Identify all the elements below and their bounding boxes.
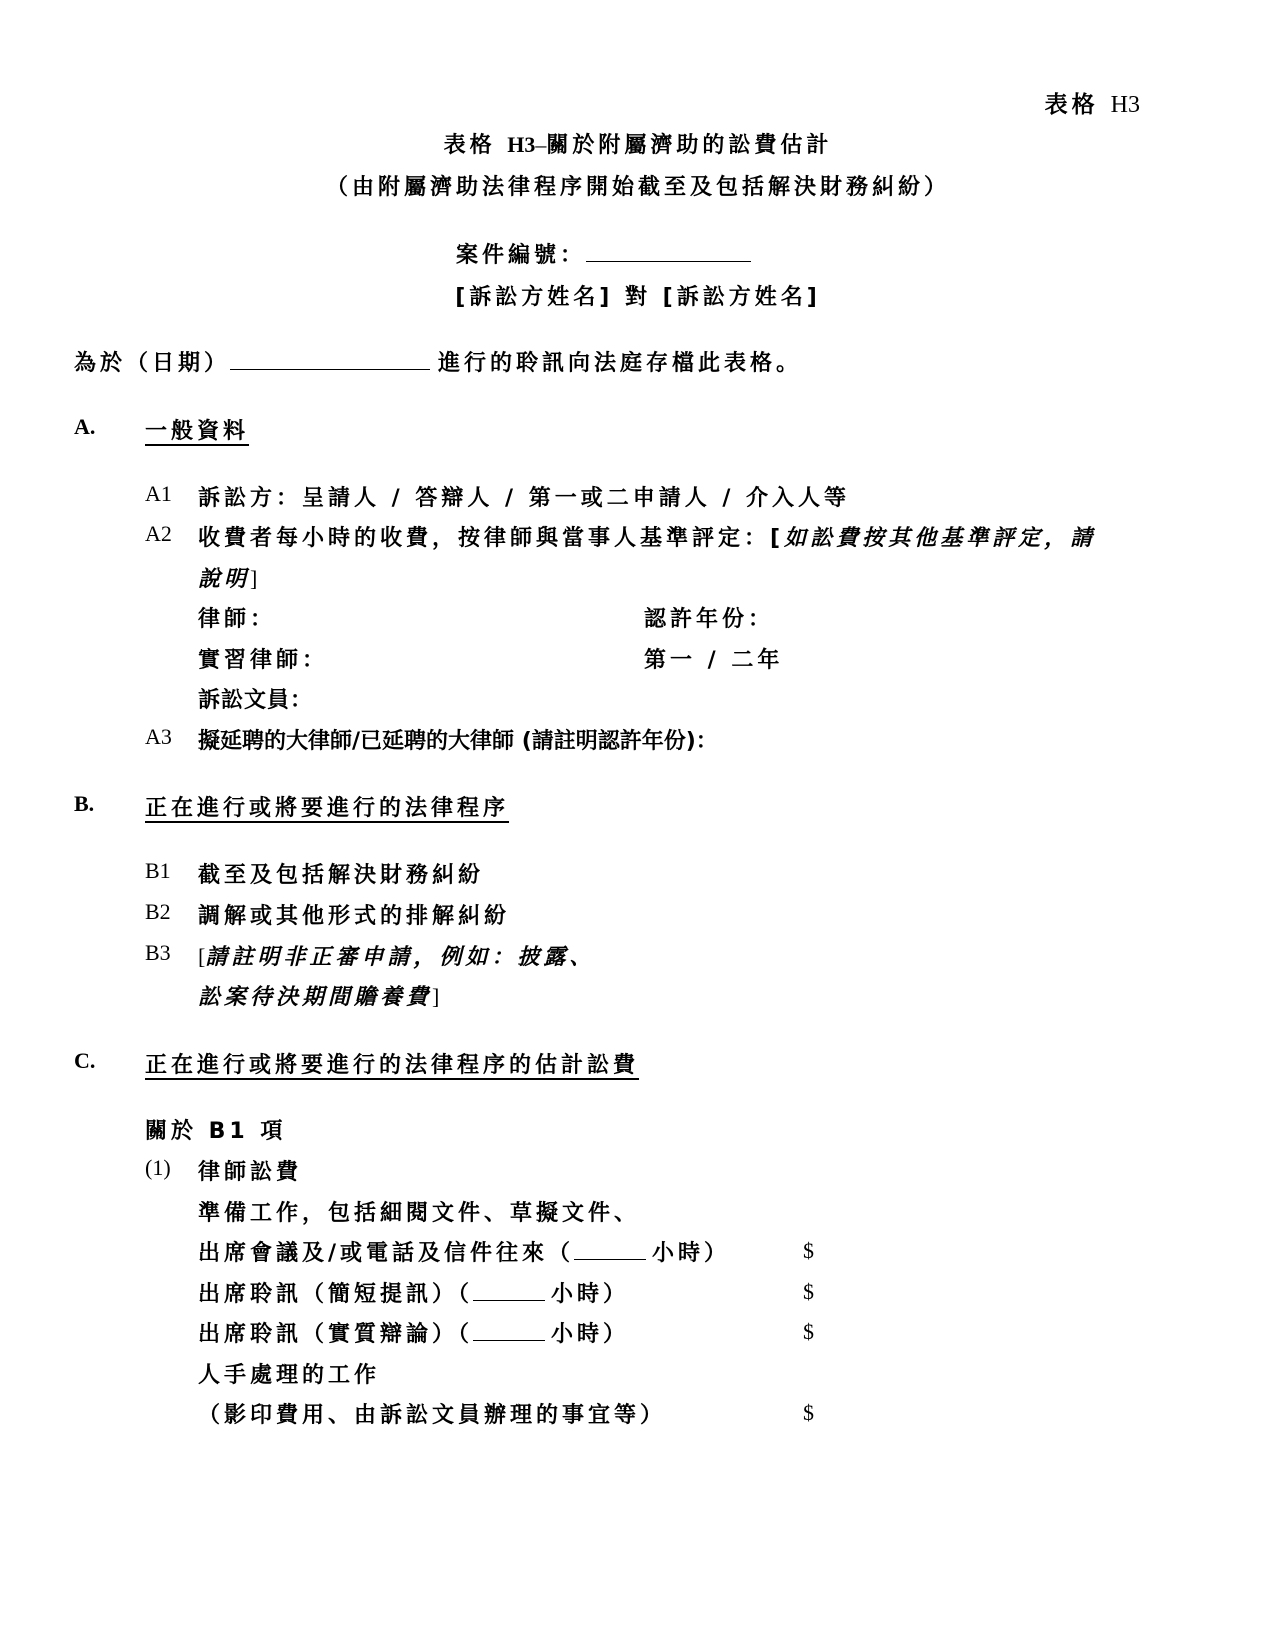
b3-number: B3 <box>145 940 171 965</box>
filing-after: 進行的聆訊向法庭存檔此表格。 <box>438 351 803 376</box>
a2-close: ] <box>250 566 258 591</box>
prep-line-1: 準備工作，包括細閱文件、草擬文件、 <box>198 1201 641 1226</box>
form-reference-label: 表格 <box>1044 92 1099 118</box>
a2-number: A2 <box>145 521 172 546</box>
trainee-label: 實習律師： <box>198 648 329 673</box>
b3-text <box>198 940 595 971</box>
title-code: H3 <box>507 132 536 157</box>
item1-title: 律師訟費 <box>198 1160 303 1185</box>
title-prefix: 表格 <box>443 133 496 158</box>
a3-text: 擬延聘的大律師/已延聘的大律師 (請註明認許年份)： <box>198 729 718 754</box>
section-b-heading: 正在進行或將要進行的法律程序 <box>145 796 510 821</box>
filing-before: 為於（日期） <box>74 351 231 376</box>
case-parties <box>0 280 1276 311</box>
hearing-brief-a: 出席聆訊（簡短提訊）（ <box>198 1282 474 1307</box>
b2-number: B2 <box>145 899 171 924</box>
b1-text: 截至及包括解決財務糾紛 <box>198 863 485 888</box>
versus-label: 對 <box>624 285 651 310</box>
hearing-substantive-b: 小時） <box>551 1322 630 1347</box>
manual-work-1: 人手處理的工作 <box>198 1363 381 1388</box>
about-b1: 關於 B1 項 <box>145 1119 287 1144</box>
hearing-brief-amount: $ <box>803 1279 814 1304</box>
section-a-letter: A. <box>74 414 96 439</box>
solicitor-label: 律師： <box>198 607 277 632</box>
b3-italic2: 訟案待決期間贍養費 <box>198 985 433 1010</box>
b3-italic1: 請註明非正審申請，例如：披露、 <box>205 945 596 970</box>
title-main: 關於附屬濟助的訟費估計 <box>546 133 833 158</box>
prep-line-2-a: 出席會議及/或電話及信件往來（ <box>198 1241 575 1266</box>
section-c-heading: 正在進行或將要進行的法律程序的估計訟費 <box>145 1053 640 1078</box>
case-number-label: 案件編號： <box>456 243 587 268</box>
prep-amount: $ <box>803 1238 814 1263</box>
form-reference-code: H3 <box>1110 92 1140 118</box>
filing-statement <box>74 346 802 377</box>
a1-text: 訴訟方：呈請人 / 答辯人 / 第一或二申請人 / 介入人等 <box>198 486 851 511</box>
hearing-brief <box>198 1277 629 1308</box>
hearing-substantive-hours-blank[interactable] <box>473 1339 545 1341</box>
hearing-brief-b: 小時） <box>551 1282 630 1307</box>
a2-text <box>198 521 1096 552</box>
b3-text-cont <box>198 980 439 1011</box>
item1-number: (1) <box>145 1155 171 1180</box>
page-title <box>0 128 1276 159</box>
hearing-brief-hours-blank[interactable] <box>473 1299 545 1301</box>
manual-work-2: （影印費用、由訴訟文員辦理的事宜等） <box>198 1403 667 1428</box>
trainee-year-label: 第一 / 二年 <box>644 648 784 673</box>
a2-text-main: 收費者每小時的收費，按律師與當事人基準評定：[ <box>198 526 785 551</box>
section-a-heading: 一般資料 <box>145 419 250 444</box>
manual-work-amount: $ <box>803 1400 814 1425</box>
hearing-substantive <box>198 1317 629 1348</box>
prep-line-2 <box>198 1236 730 1267</box>
section-c-letter: C. <box>74 1048 96 1073</box>
hearing-substantive-a: 出席聆訊（實質辯論）（ <box>198 1322 474 1347</box>
case-number-blank[interactable] <box>586 260 751 262</box>
b3-close: ] <box>432 984 440 1009</box>
title-dash: – <box>535 132 547 157</box>
prep-hours-blank[interactable] <box>574 1258 646 1260</box>
a1-number: A1 <box>145 481 172 506</box>
a2-text-italic: 如訟費按其他基準評定，請 <box>784 526 1097 551</box>
b3-open: [ <box>198 944 206 969</box>
a3-number: A3 <box>145 724 172 749</box>
party-right: [訴訟方姓名] <box>662 285 821 310</box>
clerk-label: 訴訟文員： <box>198 688 314 713</box>
admission-year-label: 認許年份： <box>644 607 775 632</box>
b2-text: 調解或其他形式的排解糾紛 <box>198 904 511 929</box>
section-b-letter: B. <box>74 791 95 816</box>
form-reference <box>1045 86 1140 119</box>
hearing-date-blank[interactable] <box>230 368 430 370</box>
a2-text-cont <box>198 562 257 593</box>
b1-number: B1 <box>145 858 171 883</box>
a2-italic2: 說明 <box>198 567 251 592</box>
hearing-substantive-amount: $ <box>803 1319 814 1344</box>
page-subtitle: （由附屬濟助法律程序開始截至及包括解決財務糾紛） <box>325 175 950 200</box>
party-left: [訴訟方姓名] <box>455 285 614 310</box>
prep-line-2-b: 小時） <box>652 1241 731 1266</box>
case-number <box>456 238 751 269</box>
